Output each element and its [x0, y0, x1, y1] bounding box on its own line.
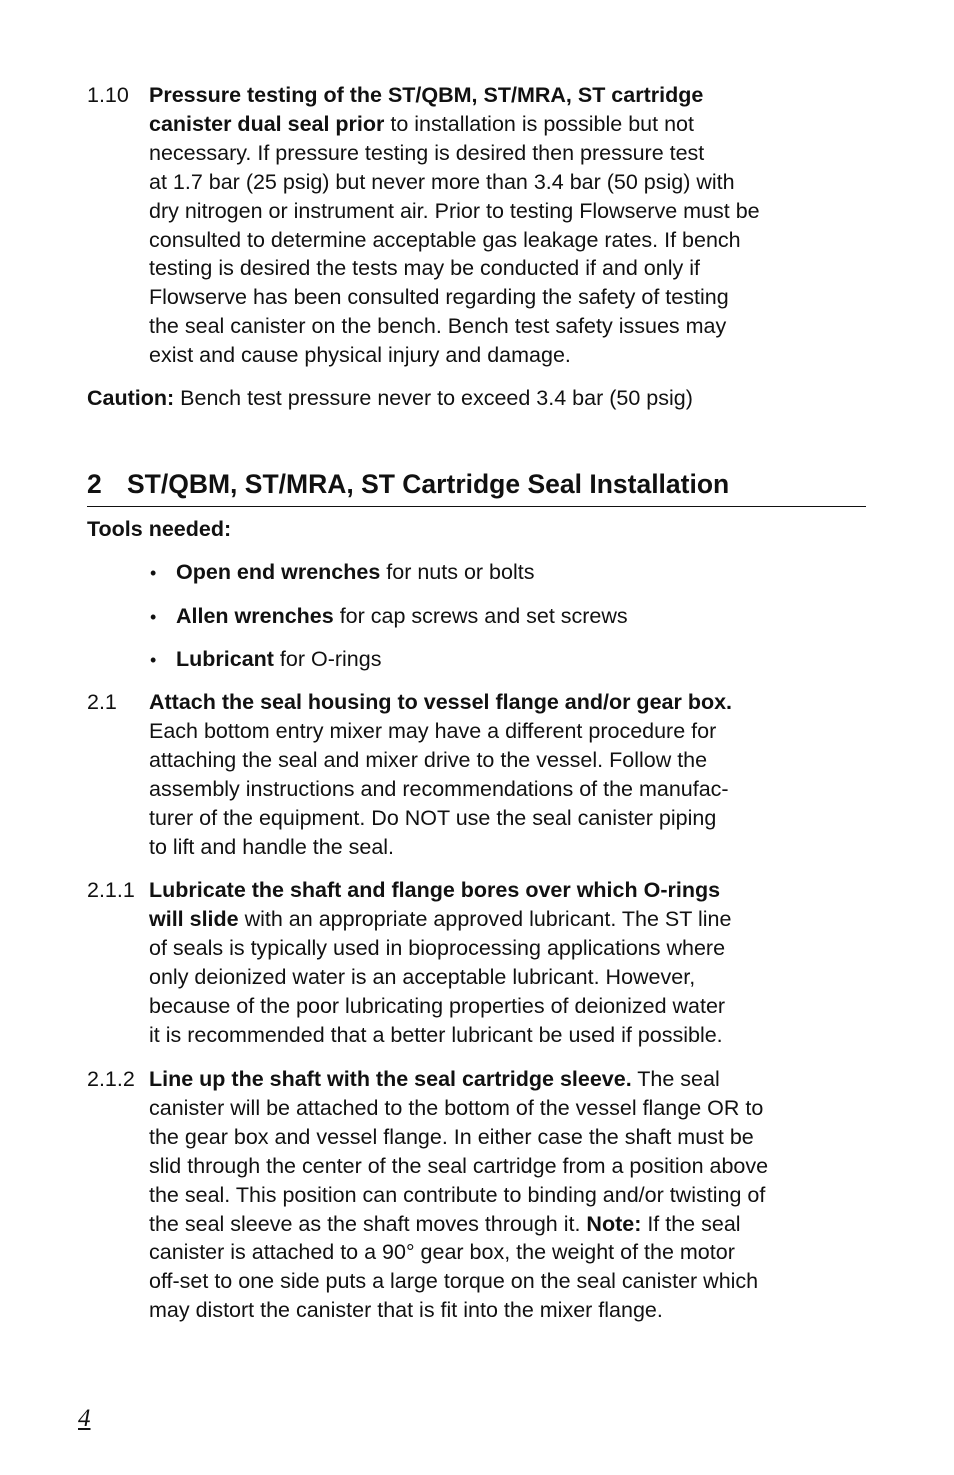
bullet-icon: •: [150, 607, 157, 627]
section-text: The seal canister will be attached to the bottom of the vessel flange OR to the gear box and vessel flange. In either case the shaft must be slid through the center of the seal cartridge from a position above the seal. This position can contribute to binding and/or twisting of the seal sleeve as the shaft moves through it.: [149, 1067, 769, 1236]
section-text: with an appropriate approved lubricant. The ST line of seals is typically used in bioprocessing applications where only deionized water is an acceptable lubricant. However, because of the poor lubricating properties of deionized water it is recommended that a better lubricant be used if possible.: [149, 906, 732, 1047]
list-item-text: for cap screws and set screws: [333, 604, 628, 628]
section-number: 1.10: [87, 83, 129, 107]
section-text: Each bottom entry mixer may have a different procedure for attaching the seal and mixer drive to the vessel. Follow the assembly instructions and recommendations of the manufac- turer of the equipment. Do NOT use the seal canister piping to lift and handle the seal.: [149, 718, 729, 859]
section-number: 2.1.2: [87, 1067, 135, 1091]
section-bold-lead: Line up the shaft with the seal cartridge sleeve.: [149, 1067, 632, 1091]
list-item-bold: Lubricant: [176, 647, 274, 671]
section-heading: [87, 466, 866, 507]
note-label: Note:: [586, 1211, 642, 1236]
section-2-1: [87, 688, 857, 861]
section-text-after-note: If the seal canister is attached to a 90° gear box, the weight of the motor off-set to one side puts a large torque on the seal canister which may distort the canister that is fit into the mixer flange.: [149, 1211, 759, 1323]
section-bold-lead: Lubricate the shaft and flange bores over which O-rings will slide: [149, 878, 721, 931]
list-item-bold: Open end wrenches: [176, 560, 381, 584]
section-bold-lead: Pressure testing of the ST/QBM, ST/MRA, ST cartridge canister dual seal prior: [149, 83, 704, 136]
section-number: 2.1.1: [87, 878, 135, 902]
list-item-text: for O-rings: [273, 647, 382, 671]
section-2-1-1: [87, 876, 857, 1049]
tools-label: Tools needed:: [87, 517, 232, 541]
caution-label: Caution:: [87, 386, 175, 410]
section-body: [149, 1065, 857, 1325]
section-body: [149, 81, 857, 370]
list-item-text: for nuts or bolts: [380, 560, 535, 584]
section-2-1-2: [87, 1065, 857, 1325]
section-body: [149, 876, 857, 1049]
list-item: [150, 645, 381, 675]
list-item: [150, 602, 628, 632]
section-number: 2.1: [87, 690, 117, 714]
heading-number: 2: [87, 469, 102, 499]
bullet-icon: •: [150, 650, 157, 670]
caution-note: [87, 384, 693, 413]
section-text: to installation is possible but not necessary. If pressure testing is desired then pressure test at 1.7 bar (25 psig) but never more than 3.4 bar (50 psig) with dry nitrogen or instrument air. Prior to testing Flowserve must be consulted to determine acceptable gas leakage rates. If bench testing is desired the tests may be conducted if and only if Flowserve has been consulted regarding the safety of testing the seal canister on the bench. Bench test safety issues may exist and cause physical injury and damage.: [149, 111, 760, 368]
section-body: [149, 688, 857, 861]
section-1-10: [87, 81, 857, 370]
section-bold-lead: Attach the seal housing to vessel flange and/or gear box.: [149, 690, 733, 714]
list-item-bold: Allen wrenches: [176, 604, 334, 628]
list-item: [150, 558, 534, 588]
caution-text: Bench test pressure never to exceed 3.4 bar (50 psig): [174, 386, 693, 410]
heading-title: ST/QBM, ST/MRA, ST Cartridge Seal Installation: [127, 469, 730, 499]
page-number: 4: [78, 1405, 91, 1432]
bullet-icon: •: [150, 563, 157, 583]
